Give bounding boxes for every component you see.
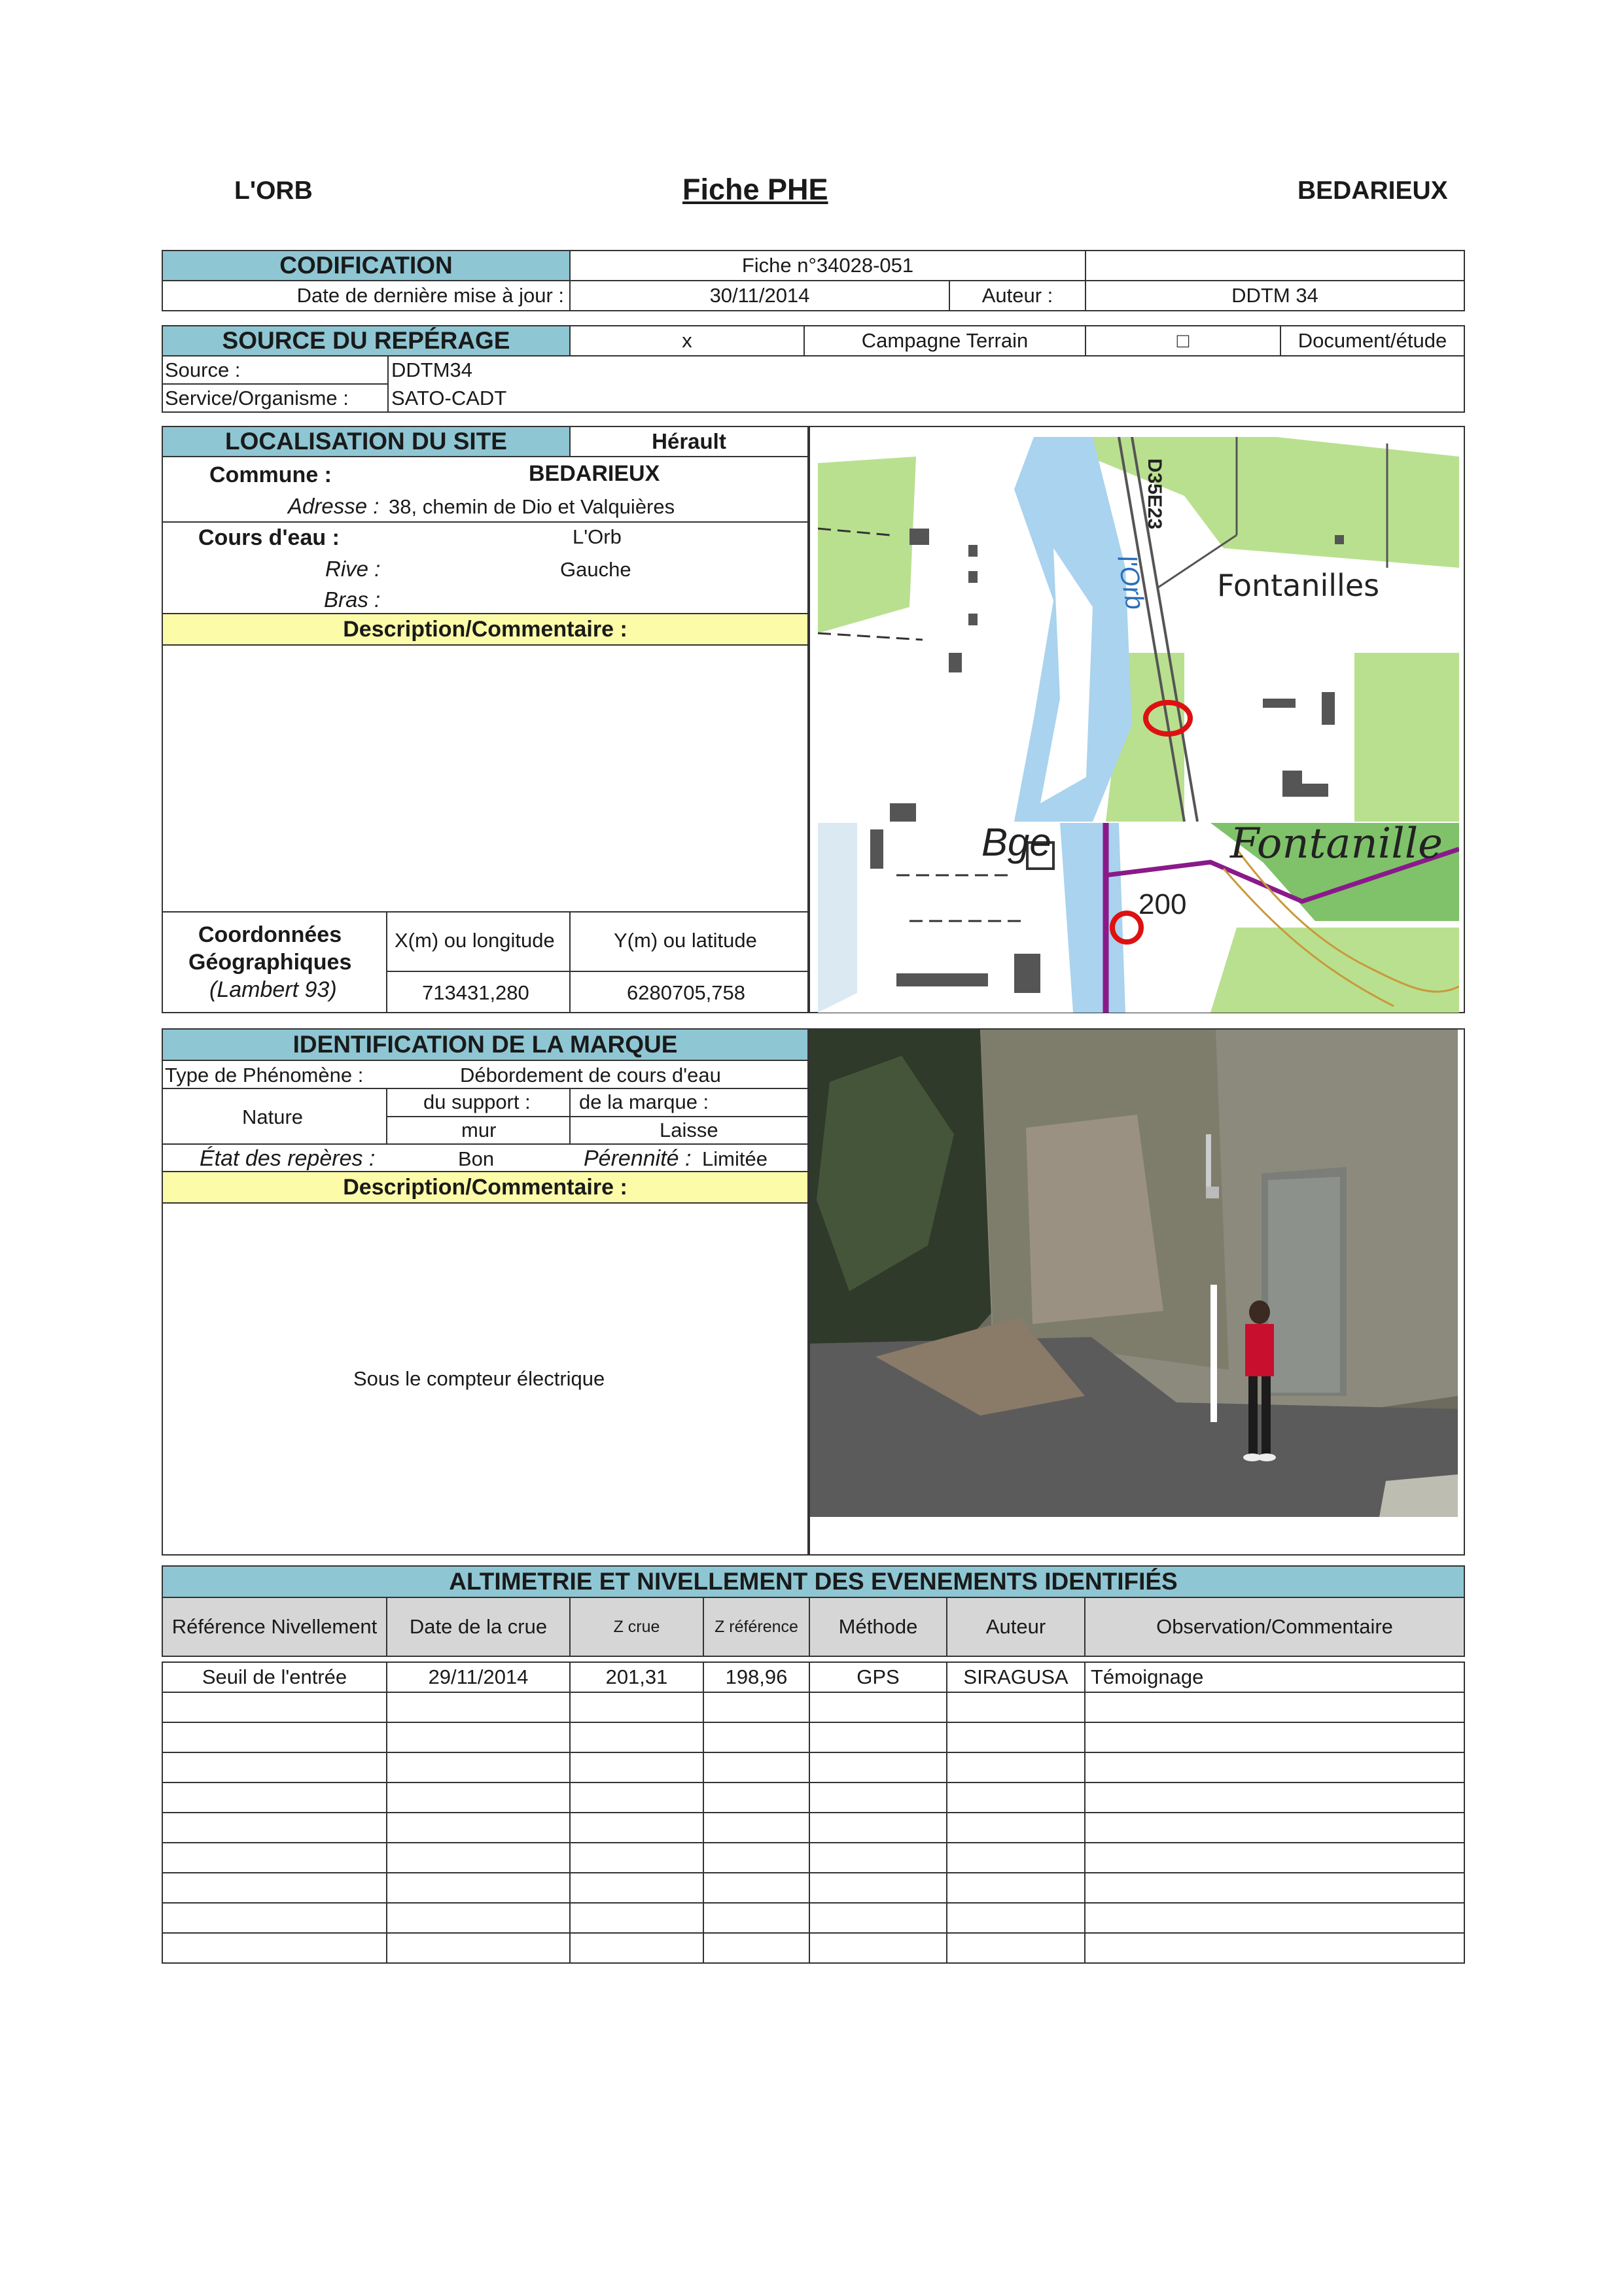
empty-cell	[703, 1722, 810, 1753]
empty-cell	[569, 1812, 704, 1843]
commune-name: BEDARIEUX	[1297, 177, 1448, 205]
perennite-value: Limitée	[702, 1147, 768, 1170]
empty-cell	[946, 1782, 1086, 1813]
empty-cell	[162, 1842, 387, 1873]
map-top	[818, 437, 1459, 822]
map-road-label: D35E23	[1144, 458, 1166, 530]
empty-cell	[386, 1812, 571, 1843]
empty-cell	[809, 1902, 947, 1934]
empty-cell	[162, 1872, 387, 1904]
cell-date: 29/11/2014	[386, 1661, 571, 1693]
col-date: Date de la crue	[386, 1597, 571, 1657]
etat-value: Bon	[458, 1147, 495, 1170]
service-label: Service/Organisme :	[165, 387, 349, 409]
empty-cell	[569, 1932, 704, 1964]
cell-reference: Seuil de l'entrée	[162, 1661, 387, 1693]
cell-auteur: SIRAGUSA	[946, 1661, 1086, 1693]
perennite-label: Pérennité :	[584, 1146, 692, 1171]
altimetrie-heading: ALTIMETRIE ET NIVELLEMENT DES EVENEMENTS IDENTIFIÉS	[162, 1565, 1465, 1598]
empty-cell	[386, 1872, 571, 1904]
x-label: X(m) ou longitude	[395, 929, 555, 952]
document-checkbox[interactable]: □	[1085, 325, 1281, 357]
rive-label: Rive :	[325, 557, 381, 581]
empty-cell	[386, 1902, 571, 1934]
empty-cell	[569, 1872, 704, 1904]
empty-cell	[703, 1752, 810, 1783]
empty-cell	[703, 1932, 810, 1964]
codification-heading: CODIFICATION	[162, 250, 571, 281]
map-alt-label: 200	[1139, 888, 1187, 920]
commune-label: Commune :	[209, 462, 332, 487]
commune-value: BEDARIEUX	[529, 461, 660, 486]
empty-cell	[703, 1782, 810, 1813]
page-title: Fiche PHE	[682, 173, 828, 206]
col-reference: Référence Nivellement	[162, 1597, 387, 1657]
x-value: 713431,280	[422, 981, 529, 1004]
auteur-label: Auteur :	[949, 280, 1086, 311]
empty-cell	[386, 1782, 571, 1813]
empty-cell	[386, 1842, 571, 1873]
marque-label: de la marque :	[579, 1090, 709, 1113]
map-place-label: Fontanilles	[1217, 568, 1380, 603]
empty-cell	[703, 1902, 810, 1934]
empty-cell	[809, 1932, 947, 1964]
empty-cell	[1084, 1812, 1465, 1843]
type-label: Type de Phénomène :	[165, 1064, 364, 1087]
etat-label: État des repères :	[200, 1146, 376, 1171]
y-value: 6280705,758	[627, 981, 746, 1004]
empty-cell	[946, 1872, 1086, 1904]
empty-row	[162, 1782, 1465, 1813]
altimetrie-header-row	[162, 1597, 1465, 1657]
empty-row	[162, 1722, 1465, 1753]
col-auteur: Auteur	[946, 1597, 1086, 1657]
col-observation: Observation/Commentaire	[1084, 1597, 1465, 1657]
empty-cell	[1084, 1782, 1465, 1813]
empty-cell	[386, 1722, 571, 1753]
empty-cell	[703, 1842, 810, 1873]
rive-value: Gauche	[560, 558, 631, 581]
update-date: 30/11/2014	[569, 280, 950, 311]
col-methode: Méthode	[809, 1597, 947, 1657]
empty-cell	[946, 1842, 1086, 1873]
source-value: DDTM34	[391, 358, 473, 381]
empty-cell	[946, 1812, 1086, 1843]
empty-cell	[569, 1782, 704, 1813]
empty-cell	[162, 1782, 387, 1813]
adresse-label: Adresse :	[288, 494, 380, 518]
id-description-label: Description/Commentaire :	[162, 1171, 809, 1204]
empty-cell	[386, 1692, 571, 1723]
marque-value: Laisse	[660, 1119, 718, 1141]
map-river-label: l'Orb	[1112, 553, 1150, 612]
empty-cell	[162, 1932, 387, 1964]
empty-cell	[946, 1932, 1086, 1964]
service-value: SATO-CADT	[391, 387, 507, 409]
empty-cell	[809, 1842, 947, 1873]
departement: Hérault	[569, 426, 809, 457]
support-value: mur	[461, 1119, 497, 1141]
empty-cell	[1084, 1842, 1465, 1873]
cell-methode: GPS	[809, 1661, 947, 1693]
empty-cell	[809, 1782, 947, 1813]
identification-heading: IDENTIFICATION DE LA MARQUE	[162, 1028, 809, 1061]
document-label: Document/étude	[1280, 325, 1465, 357]
empty-row	[162, 1932, 1465, 1964]
empty-cell	[1084, 1722, 1465, 1753]
codification-blank	[1085, 250, 1465, 281]
empty-cell	[386, 1932, 571, 1964]
y-label: Y(m) ou latitude	[614, 929, 757, 952]
empty-cell	[946, 1692, 1086, 1723]
id-description-text: Sous le compteur électrique	[353, 1367, 605, 1390]
empty-row	[162, 1812, 1465, 1843]
empty-cell	[569, 1752, 704, 1783]
empty-cell	[1084, 1692, 1465, 1723]
empty-cell	[809, 1812, 947, 1843]
col-z-crue: Z crue	[569, 1597, 704, 1657]
altimetrie-rows	[162, 1661, 1465, 1969]
empty-cell	[1084, 1872, 1465, 1904]
bras-label: Bras :	[324, 587, 381, 612]
empty-cell	[162, 1722, 387, 1753]
adresse-value: 38, chemin de Dio et Valquières	[389, 495, 675, 518]
empty-cell	[162, 1692, 387, 1723]
site-photo	[810, 1030, 1458, 1517]
empty-cell	[809, 1722, 947, 1753]
map-bge-label: Bge	[981, 820, 1051, 864]
empty-cell	[703, 1872, 810, 1904]
coord-label-1: Coordonnées	[198, 922, 342, 947]
empty-cell	[703, 1692, 810, 1723]
cours-label: Cours d'eau :	[198, 525, 340, 550]
auteur-value: DDTM 34	[1085, 280, 1465, 311]
coord-label-3: (Lambert 93)	[209, 977, 337, 1002]
cell-z-reference: 198,96	[703, 1661, 810, 1693]
nature-label: Nature	[242, 1105, 304, 1128]
empty-cell	[1084, 1752, 1465, 1783]
empty-cell	[809, 1692, 947, 1723]
empty-cell	[1084, 1902, 1465, 1934]
empty-row	[162, 1842, 1465, 1873]
terrain-checkbox[interactable]: x	[569, 325, 805, 357]
empty-cell	[162, 1902, 387, 1934]
loc-description-box	[162, 644, 809, 913]
fiche-number: Fiche n°34028-051	[569, 250, 1086, 281]
empty-cell	[569, 1902, 704, 1934]
empty-cell	[946, 1902, 1086, 1934]
empty-cell	[809, 1872, 947, 1904]
cell-observation: Témoignage	[1084, 1661, 1465, 1693]
map-place-label-2: Fontanille	[1230, 820, 1443, 868]
empty-row	[162, 1902, 1465, 1934]
empty-cell	[1084, 1932, 1465, 1964]
empty-cell	[946, 1752, 1086, 1783]
type-value: Débordement de cours d'eau	[460, 1064, 721, 1087]
source-label: Source :	[165, 358, 241, 381]
river-name: L'ORB	[234, 177, 313, 205]
empty-cell	[569, 1842, 704, 1873]
empty-cell	[162, 1752, 387, 1783]
loc-description-label: Description/Commentaire :	[162, 613, 809, 646]
col-z-reference: Z référence	[703, 1597, 810, 1657]
empty-row	[162, 1752, 1465, 1783]
source-heading: SOURCE DU REPÉRAGE	[162, 325, 571, 357]
map-bottom	[818, 820, 1459, 1013]
empty-cell	[809, 1752, 947, 1783]
localisation-heading: LOCALISATION DU SITE	[162, 426, 571, 457]
empty-cell	[386, 1752, 571, 1783]
empty-cell	[162, 1812, 387, 1843]
empty-cell	[569, 1722, 704, 1753]
terrain-label: Campagne Terrain	[803, 325, 1086, 357]
cell-z-crue: 201,31	[569, 1661, 704, 1693]
empty-cell	[569, 1692, 704, 1723]
support-label: du support :	[423, 1090, 531, 1113]
empty-row	[162, 1692, 1465, 1723]
coord-label-2: Géographiques	[188, 950, 352, 975]
empty-row	[162, 1872, 1465, 1904]
empty-cell	[703, 1812, 810, 1843]
empty-cell	[946, 1722, 1086, 1753]
date-label: Date de dernière mise à jour :	[162, 280, 571, 311]
cours-value: L'Orb	[573, 525, 622, 548]
table-row	[162, 1661, 1465, 1693]
